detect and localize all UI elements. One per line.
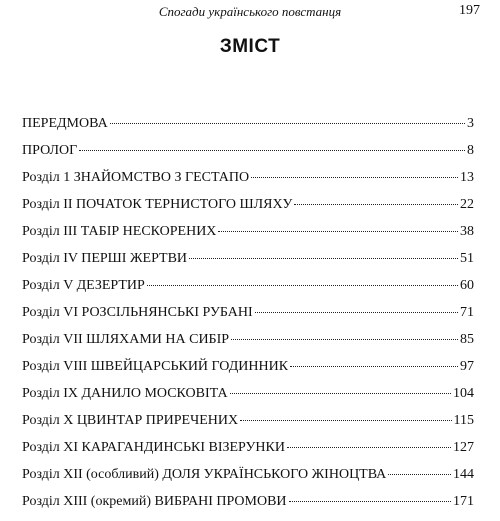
dot-leader [294,204,458,205]
toc-entry-label: Розділ XI КАРАГАНДИНСЬКІ ВІЗЕРУНКИ [22,440,285,455]
toc-heading: ЗМІСТ [219,36,281,57]
toc-entry-chapter-8[interactable] [22,359,474,386]
toc-entry-label: Розділ VI РОЗСІЛЬНЯНСЬКІ РУБАНІ [22,305,253,320]
toc-entry-page: 3 [467,116,474,131]
toc-entry-label: Розділ XII (особливий) ДОЛЯ УКРАЇНСЬКОГО ЖІНОЦТВА [22,467,387,482]
toc-entry-page: 85 [460,332,474,347]
dot-leader [147,285,458,286]
toc-entry-label: Розділ II ПОЧАТОК ТЕРНИСТОГО ШЛЯХУ [22,197,293,212]
toc-entry-label: Розділ X ЦВИНТАР ПРИРЕЧЕНИХ [22,413,239,428]
dot-leader [240,420,451,421]
toc-entry-chapter-7[interactable] [22,332,474,359]
dot-leader [290,366,458,367]
toc-entry-page: 97 [460,359,474,374]
toc-entry-page: 127 [453,440,474,455]
toc-entry-label: Розділ IV ПЕРШІ ЖЕРТВИ [22,251,188,266]
running-header [0,3,500,21]
dot-leader [189,258,458,259]
dot-leader [110,123,465,124]
toc-entry-chapter-5[interactable] [22,278,474,305]
dot-leader [388,474,451,475]
table-of-contents [22,116,474,521]
toc-entry-chapter-4[interactable] [22,251,474,278]
toc-entry-label: ПРОЛОГ [22,143,78,158]
toc-entry-chapter-2[interactable] [22,197,474,224]
toc-entry-preface[interactable] [22,116,474,143]
toc-entry-label: Розділ IX ДАНИЛО МОСКОВІТА [22,386,228,401]
toc-entry-page: 71 [460,305,474,320]
toc-entry-label: Розділ III ТАБІР НЕСКОРЕНИХ [22,224,217,239]
toc-entry-chapter-11[interactable] [22,440,474,467]
toc-entry-page: 104 [453,386,474,401]
running-title: Спогади українського повстанця [158,4,342,19]
toc-entry-label: ПЕРЕДМОВА [22,116,108,131]
toc-entry-chapter-1[interactable] [22,170,474,197]
dot-leader [289,501,451,502]
toc-entry-label: Розділ V ДЕЗЕРТИР [22,278,145,293]
toc-entry-page: 51 [460,251,474,266]
toc-entry-page: 8 [467,143,474,158]
toc-entry-chapter-9[interactable] [22,386,474,413]
toc-entry-page: 60 [460,278,474,293]
dot-leader [79,150,465,151]
toc-entry-label: Розділ 1 ЗНАЙОМСТВО З ГЕСТАПО [22,170,250,185]
dot-leader [231,339,458,340]
toc-entry-page: 13 [460,170,474,185]
toc-entry-chapter-10[interactable] [22,413,474,440]
dot-leader [287,447,451,448]
toc-entry-label: Розділ XIII (окремий) ВИБРАНІ ПРОМОВИ [22,494,287,509]
dot-leader [251,177,458,178]
toc-entry-page: 115 [453,413,474,428]
toc-entry-chapter-3[interactable] [22,224,474,251]
toc-entry-chapter-13[interactable] [22,494,474,521]
toc-entry-page: 38 [460,224,474,239]
toc-entry-label: Розділ VIII ШВЕЙЦАРСЬКИЙ ГОДИННИК [22,359,289,374]
toc-entry-chapter-6[interactable] [22,305,474,332]
toc-entry-page: 144 [453,467,474,482]
toc-entry-page: 171 [453,494,474,509]
toc-entry-chapter-12[interactable] [22,467,474,494]
page-number: 197 [459,3,480,18]
toc-entry-page: 22 [460,197,474,212]
toc-entry-prologue[interactable] [22,143,474,170]
dot-leader [255,312,458,313]
dot-leader [218,231,458,232]
toc-entry-label: Розділ VII ШЛЯХАМИ НА СИБІР [22,332,230,347]
dot-leader [230,393,451,394]
